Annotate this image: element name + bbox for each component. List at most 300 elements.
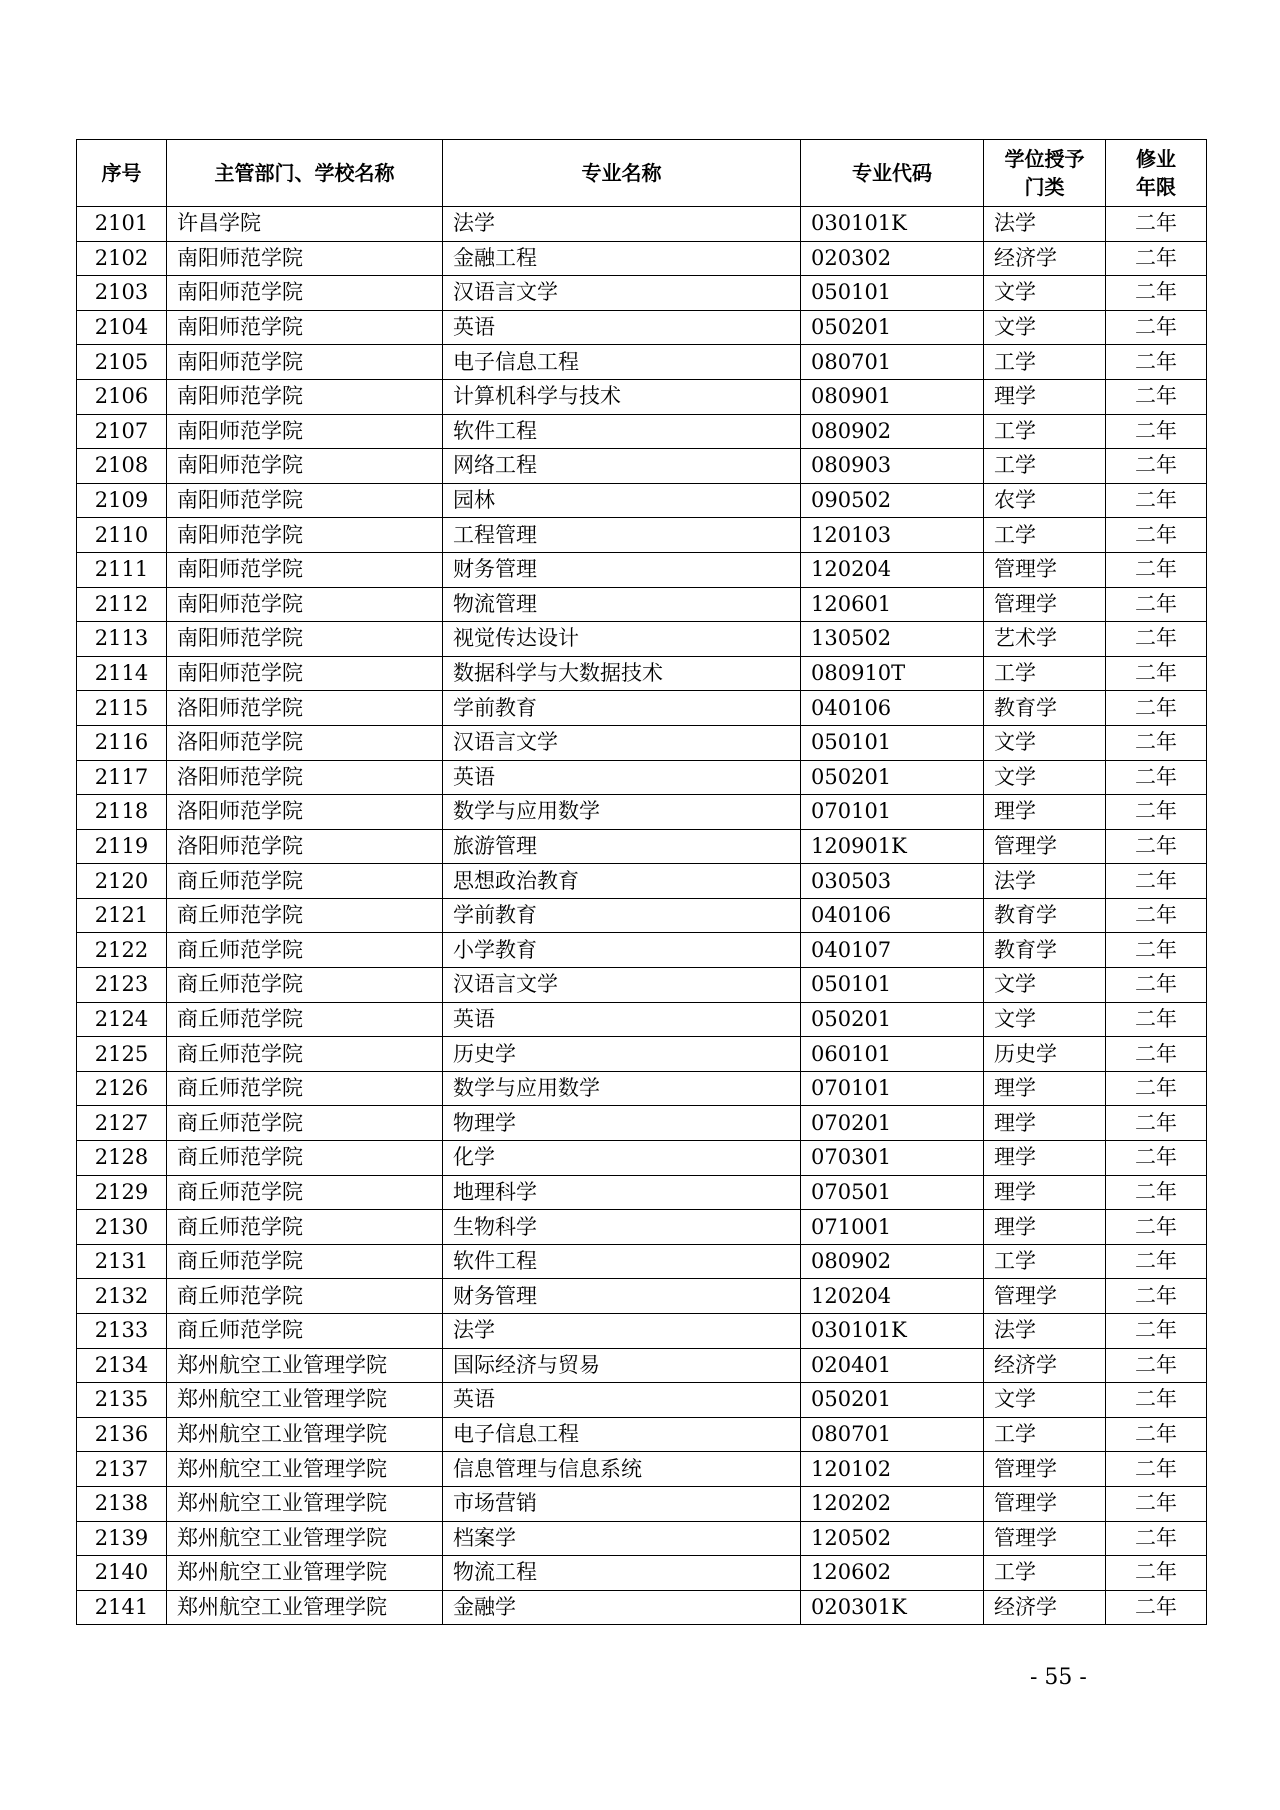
cell-length: 二年: [1106, 656, 1207, 691]
cell-code: 050201: [801, 1002, 984, 1037]
cell-major: 旅游管理: [443, 829, 801, 864]
cell-no: 2141: [77, 1590, 167, 1625]
cell-major: 生物科学: [443, 1210, 801, 1245]
cell-school: 商丘师范学院: [167, 1071, 443, 1106]
cell-length: 二年: [1106, 968, 1207, 1003]
cell-no: 2123: [77, 968, 167, 1003]
cell-major: 数学与应用数学: [443, 795, 801, 830]
cell-degree: 工学: [984, 414, 1106, 449]
cell-length: 二年: [1106, 483, 1207, 518]
cell-no: 2134: [77, 1348, 167, 1383]
header-no: 序号: [77, 140, 167, 207]
cell-major: 数据科学与大数据技术: [443, 656, 801, 691]
cell-major: 历史学: [443, 1037, 801, 1072]
cell-major: 物流管理: [443, 587, 801, 622]
cell-degree: 理学: [984, 1175, 1106, 1210]
cell-no: 2135: [77, 1383, 167, 1418]
table-row: [77, 1383, 1207, 1418]
cell-major: 小学教育: [443, 933, 801, 968]
cell-no: 2113: [77, 622, 167, 657]
cell-major: 汉语言文学: [443, 276, 801, 311]
cell-no: 2109: [77, 483, 167, 518]
cell-degree: 管理学: [984, 1279, 1106, 1314]
cell-length: 二年: [1106, 864, 1207, 899]
cell-major: 电子信息工程: [443, 345, 801, 380]
cell-school: 商丘师范学院: [167, 1141, 443, 1176]
cell-school: 郑州航空工业管理学院: [167, 1383, 443, 1418]
cell-length: 二年: [1106, 1002, 1207, 1037]
cell-degree: 文学: [984, 968, 1106, 1003]
cell-length: 二年: [1106, 587, 1207, 622]
cell-degree: 文学: [984, 310, 1106, 345]
table-row: [77, 414, 1207, 449]
cell-code: 120204: [801, 1279, 984, 1314]
cell-no: 2128: [77, 1141, 167, 1176]
cell-length: 二年: [1106, 933, 1207, 968]
cell-major: 法学: [443, 207, 801, 242]
table-row: [77, 691, 1207, 726]
cell-degree: 管理学: [984, 552, 1106, 587]
cell-degree: 经济学: [984, 1590, 1106, 1625]
cell-no: 2137: [77, 1452, 167, 1487]
cell-degree: 理学: [984, 1071, 1106, 1106]
table-header: [77, 140, 1207, 207]
header-length-line1: 修业: [1136, 147, 1176, 171]
cell-length: 二年: [1106, 725, 1207, 760]
cell-length: 二年: [1106, 1314, 1207, 1349]
cell-no: 2102: [77, 241, 167, 276]
cell-degree: 工学: [984, 1244, 1106, 1279]
cell-major: 园林: [443, 483, 801, 518]
cell-major: 英语: [443, 310, 801, 345]
cell-major: 市场营销: [443, 1486, 801, 1521]
cell-school: 郑州航空工业管理学院: [167, 1348, 443, 1383]
table-row: [77, 725, 1207, 760]
cell-length: 二年: [1106, 1210, 1207, 1245]
cell-school: 南阳师范学院: [167, 552, 443, 587]
table-row: [77, 1314, 1207, 1349]
cell-major: 地理科学: [443, 1175, 801, 1210]
cell-school: 南阳师范学院: [167, 276, 443, 311]
cell-no: 2108: [77, 449, 167, 484]
cell-length: 二年: [1106, 345, 1207, 380]
cell-degree: 文学: [984, 1383, 1106, 1418]
cell-school: 南阳师范学院: [167, 241, 443, 276]
cell-school: 商丘师范学院: [167, 1106, 443, 1141]
cell-no: 2132: [77, 1279, 167, 1314]
cell-no: 2122: [77, 933, 167, 968]
cell-degree: 管理学: [984, 829, 1106, 864]
cell-school: 南阳师范学院: [167, 345, 443, 380]
cell-degree: 工学: [984, 656, 1106, 691]
cell-major: 英语: [443, 1002, 801, 1037]
cell-length: 二年: [1106, 1071, 1207, 1106]
table-row: [77, 1244, 1207, 1279]
majors-table: [76, 139, 1207, 1625]
cell-length: 二年: [1106, 276, 1207, 311]
cell-major: 汉语言文学: [443, 968, 801, 1003]
cell-major: 金融工程: [443, 241, 801, 276]
table-row: [77, 1590, 1207, 1625]
cell-code: 070101: [801, 795, 984, 830]
cell-degree: 工学: [984, 345, 1106, 380]
cell-no: 2131: [77, 1244, 167, 1279]
table-row: [77, 656, 1207, 691]
cell-length: 二年: [1106, 760, 1207, 795]
table-row: [77, 345, 1207, 380]
cell-code: 060101: [801, 1037, 984, 1072]
cell-code: 070201: [801, 1106, 984, 1141]
cell-code: 120601: [801, 587, 984, 622]
table-row: [77, 1556, 1207, 1591]
cell-degree: 工学: [984, 1417, 1106, 1452]
cell-length: 二年: [1106, 795, 1207, 830]
cell-code: 020301K: [801, 1590, 984, 1625]
cell-degree: 教育学: [984, 691, 1106, 726]
cell-no: 2112: [77, 587, 167, 622]
cell-degree: 管理学: [984, 1486, 1106, 1521]
table-row: [77, 1071, 1207, 1106]
cell-no: 2121: [77, 898, 167, 933]
header-school: 主管部门、学校名称: [167, 140, 443, 207]
cell-no: 2117: [77, 760, 167, 795]
cell-length: 二年: [1106, 241, 1207, 276]
cell-school: 商丘师范学院: [167, 1244, 443, 1279]
cell-code: 040107: [801, 933, 984, 968]
cell-no: 2110: [77, 518, 167, 553]
cell-code: 050101: [801, 968, 984, 1003]
cell-school: 郑州航空工业管理学院: [167, 1590, 443, 1625]
table-row: [77, 829, 1207, 864]
table-row: [77, 1417, 1207, 1452]
cell-degree: 工学: [984, 449, 1106, 484]
cell-length: 二年: [1106, 1141, 1207, 1176]
cell-degree: 理学: [984, 1210, 1106, 1245]
cell-school: 南阳师范学院: [167, 656, 443, 691]
cell-school: 洛阳师范学院: [167, 829, 443, 864]
table-row: [77, 1348, 1207, 1383]
cell-length: 二年: [1106, 898, 1207, 933]
cell-code: 120103: [801, 518, 984, 553]
cell-code: 050201: [801, 310, 984, 345]
cell-school: 商丘师范学院: [167, 1175, 443, 1210]
cell-degree: 经济学: [984, 1348, 1106, 1383]
cell-length: 二年: [1106, 691, 1207, 726]
cell-school: 商丘师范学院: [167, 968, 443, 1003]
table-row: [77, 1037, 1207, 1072]
cell-length: 二年: [1106, 207, 1207, 242]
table-row: [77, 276, 1207, 311]
cell-major: 汉语言文学: [443, 725, 801, 760]
cell-no: 2104: [77, 310, 167, 345]
cell-length: 二年: [1106, 1279, 1207, 1314]
cell-major: 英语: [443, 1383, 801, 1418]
cell-school: 洛阳师范学院: [167, 691, 443, 726]
table-row: [77, 1175, 1207, 1210]
cell-school: 南阳师范学院: [167, 379, 443, 414]
cell-major: 国际经济与贸易: [443, 1348, 801, 1383]
cell-length: 二年: [1106, 1452, 1207, 1487]
cell-major: 计算机科学与技术: [443, 379, 801, 414]
table-row: [77, 1486, 1207, 1521]
cell-length: 二年: [1106, 310, 1207, 345]
cell-length: 二年: [1106, 449, 1207, 484]
cell-school: 南阳师范学院: [167, 414, 443, 449]
table-row: [77, 898, 1207, 933]
cell-no: 2126: [77, 1071, 167, 1106]
table-row: [77, 933, 1207, 968]
cell-major: 信息管理与信息系统: [443, 1452, 801, 1487]
cell-school: 郑州航空工业管理学院: [167, 1486, 443, 1521]
cell-length: 二年: [1106, 1590, 1207, 1625]
cell-major: 财务管理: [443, 1279, 801, 1314]
cell-no: 2116: [77, 725, 167, 760]
cell-code: 071001: [801, 1210, 984, 1245]
table-row: [77, 622, 1207, 657]
cell-code: 120502: [801, 1521, 984, 1556]
cell-length: 二年: [1106, 552, 1207, 587]
cell-code: 120202: [801, 1486, 984, 1521]
cell-no: 2124: [77, 1002, 167, 1037]
cell-school: 商丘师范学院: [167, 1037, 443, 1072]
cell-code: 090502: [801, 483, 984, 518]
cell-degree: 历史学: [984, 1037, 1106, 1072]
cell-major: 数学与应用数学: [443, 1071, 801, 1106]
cell-school: 郑州航空工业管理学院: [167, 1521, 443, 1556]
cell-degree: 文学: [984, 276, 1106, 311]
cell-school: 商丘师范学院: [167, 933, 443, 968]
cell-code: 070301: [801, 1141, 984, 1176]
table-row: [77, 760, 1207, 795]
cell-length: 二年: [1106, 1037, 1207, 1072]
cell-school: 南阳师范学院: [167, 449, 443, 484]
cell-length: 二年: [1106, 1417, 1207, 1452]
cell-school: 洛阳师范学院: [167, 795, 443, 830]
cell-major: 学前教育: [443, 691, 801, 726]
cell-code: 120102: [801, 1452, 984, 1487]
cell-major: 工程管理: [443, 518, 801, 553]
cell-length: 二年: [1106, 622, 1207, 657]
cell-code: 020302: [801, 241, 984, 276]
cell-code: 120901K: [801, 829, 984, 864]
cell-length: 二年: [1106, 1244, 1207, 1279]
cell-major: 法学: [443, 1314, 801, 1349]
cell-degree: 经济学: [984, 241, 1106, 276]
header-degree-line1: 学位授予: [1004, 147, 1085, 171]
cell-major: 软件工程: [443, 414, 801, 449]
cell-length: 二年: [1106, 1556, 1207, 1591]
cell-length: 二年: [1106, 1175, 1207, 1210]
cell-length: 二年: [1106, 829, 1207, 864]
header-degree-line2: 门类: [1024, 175, 1065, 199]
cell-no: 2127: [77, 1106, 167, 1141]
cell-code: 080701: [801, 345, 984, 380]
cell-code: 120602: [801, 1556, 984, 1591]
cell-no: 2133: [77, 1314, 167, 1349]
cell-school: 商丘师范学院: [167, 1002, 443, 1037]
cell-degree: 教育学: [984, 898, 1106, 933]
cell-degree: 艺术学: [984, 622, 1106, 657]
header-major: 专业名称: [443, 140, 801, 207]
table-row: [77, 518, 1207, 553]
cell-code: 080902: [801, 1244, 984, 1279]
cell-degree: 文学: [984, 1002, 1106, 1037]
cell-no: 2101: [77, 207, 167, 242]
cell-major: 物流工程: [443, 1556, 801, 1591]
header-code: 专业代码: [801, 140, 984, 207]
cell-no: 2125: [77, 1037, 167, 1072]
table-row: [77, 1452, 1207, 1487]
cell-length: 二年: [1106, 518, 1207, 553]
cell-code: 130502: [801, 622, 984, 657]
cell-code: 080902: [801, 414, 984, 449]
cell-school: 商丘师范学院: [167, 1279, 443, 1314]
cell-major: 档案学: [443, 1521, 801, 1556]
cell-major: 财务管理: [443, 552, 801, 587]
cell-degree: 工学: [984, 518, 1106, 553]
cell-code: 030503: [801, 864, 984, 899]
cell-degree: 教育学: [984, 933, 1106, 968]
table-row: [77, 968, 1207, 1003]
cell-code: 080701: [801, 1417, 984, 1452]
cell-degree: 管理学: [984, 587, 1106, 622]
table-row: [77, 483, 1207, 518]
cell-major: 物理学: [443, 1106, 801, 1141]
cell-code: 030101K: [801, 207, 984, 242]
cell-length: 二年: [1106, 1348, 1207, 1383]
cell-code: 120204: [801, 552, 984, 587]
cell-school: 洛阳师范学院: [167, 725, 443, 760]
cell-code: 030101K: [801, 1314, 984, 1349]
header-length-line2: 年限: [1136, 175, 1176, 199]
cell-major: 化学: [443, 1141, 801, 1176]
cell-code: 080903: [801, 449, 984, 484]
cell-no: 2130: [77, 1210, 167, 1245]
cell-degree: 农学: [984, 483, 1106, 518]
cell-no: 2138: [77, 1486, 167, 1521]
cell-no: 2119: [77, 829, 167, 864]
cell-major: 思想政治教育: [443, 864, 801, 899]
cell-school: 洛阳师范学院: [167, 760, 443, 795]
cell-major: 网络工程: [443, 449, 801, 484]
cell-length: 二年: [1106, 1106, 1207, 1141]
table-row: [77, 449, 1207, 484]
table-row: [77, 1002, 1207, 1037]
cell-no: 2129: [77, 1175, 167, 1210]
cell-code: 080910T: [801, 656, 984, 691]
cell-code: 050101: [801, 276, 984, 311]
cell-school: 郑州航空工业管理学院: [167, 1417, 443, 1452]
table-row: [77, 310, 1207, 345]
cell-major: 软件工程: [443, 1244, 801, 1279]
table-row: [77, 1210, 1207, 1245]
cell-code: 050201: [801, 1383, 984, 1418]
cell-school: 南阳师范学院: [167, 587, 443, 622]
cell-degree: 管理学: [984, 1521, 1106, 1556]
cell-no: 2114: [77, 656, 167, 691]
cell-school: 南阳师范学院: [167, 518, 443, 553]
cell-school: 商丘师范学院: [167, 1210, 443, 1245]
cell-code: 040106: [801, 691, 984, 726]
cell-length: 二年: [1106, 1383, 1207, 1418]
cell-school: 南阳师范学院: [167, 622, 443, 657]
cell-school: 郑州航空工业管理学院: [167, 1452, 443, 1487]
cell-code: 040106: [801, 898, 984, 933]
table-row: [77, 587, 1207, 622]
cell-no: 2107: [77, 414, 167, 449]
table-row: [77, 207, 1207, 242]
cell-degree: 文学: [984, 760, 1106, 795]
cell-code: 070501: [801, 1175, 984, 1210]
header-length: [1106, 140, 1207, 207]
page-number: - 55 -: [1030, 1665, 1087, 1690]
cell-no: 2136: [77, 1417, 167, 1452]
cell-code: 020401: [801, 1348, 984, 1383]
cell-school: 南阳师范学院: [167, 310, 443, 345]
table-row: [77, 241, 1207, 276]
cell-no: 2111: [77, 552, 167, 587]
cell-major: 视觉传达设计: [443, 622, 801, 657]
table-body: [77, 207, 1207, 1625]
cell-degree: 理学: [984, 1106, 1106, 1141]
cell-degree: 理学: [984, 379, 1106, 414]
cell-school: 南阳师范学院: [167, 483, 443, 518]
table-row: [77, 1279, 1207, 1314]
cell-school: 商丘师范学院: [167, 1314, 443, 1349]
cell-no: 2105: [77, 345, 167, 380]
cell-school: 商丘师范学院: [167, 864, 443, 899]
cell-major: 电子信息工程: [443, 1417, 801, 1452]
cell-major: 学前教育: [443, 898, 801, 933]
table-row: [77, 1521, 1207, 1556]
cell-school: 许昌学院: [167, 207, 443, 242]
cell-length: 二年: [1106, 1486, 1207, 1521]
cell-length: 二年: [1106, 1521, 1207, 1556]
cell-code: 070101: [801, 1071, 984, 1106]
cell-no: 2118: [77, 795, 167, 830]
cell-code: 050201: [801, 760, 984, 795]
cell-no: 2106: [77, 379, 167, 414]
cell-degree: 理学: [984, 795, 1106, 830]
header-degree: [984, 140, 1106, 207]
cell-degree: 法学: [984, 864, 1106, 899]
cell-no: 2115: [77, 691, 167, 726]
table-row: [77, 1141, 1207, 1176]
cell-code: 050101: [801, 725, 984, 760]
table-row: [77, 795, 1207, 830]
cell-length: 二年: [1106, 414, 1207, 449]
cell-no: 2103: [77, 276, 167, 311]
header-row: [77, 140, 1207, 207]
table-row: [77, 1106, 1207, 1141]
cell-school: 郑州航空工业管理学院: [167, 1556, 443, 1591]
cell-school: 商丘师范学院: [167, 898, 443, 933]
table-row: [77, 379, 1207, 414]
table-row: [77, 864, 1207, 899]
cell-degree: 文学: [984, 725, 1106, 760]
cell-length: 二年: [1106, 379, 1207, 414]
cell-degree: 法学: [984, 207, 1106, 242]
cell-major: 英语: [443, 760, 801, 795]
cell-no: 2140: [77, 1556, 167, 1591]
cell-no: 2120: [77, 864, 167, 899]
table-row: [77, 552, 1207, 587]
cell-degree: 工学: [984, 1556, 1106, 1591]
cell-degree: 管理学: [984, 1452, 1106, 1487]
cell-code: 080901: [801, 379, 984, 414]
cell-degree: 法学: [984, 1314, 1106, 1349]
cell-degree: 理学: [984, 1141, 1106, 1176]
